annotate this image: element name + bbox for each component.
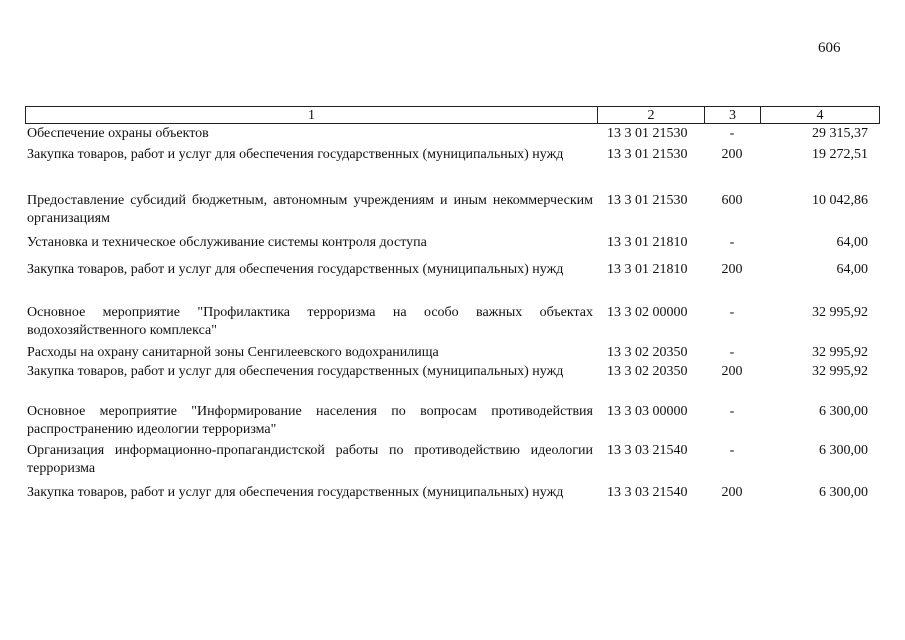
row-code: 13 3 01 21810 — [607, 262, 688, 277]
row-name: Установка и техническое обслуживание системы контроля доступа — [27, 235, 427, 250]
row-expense-type: 200 — [721, 262, 743, 277]
header-col-4: 4 — [760, 106, 880, 124]
row-amount: 32 995,92 — [812, 345, 868, 360]
row-name: Основное мероприятие "Профилактика терроризма на особо важных объектах водохозяйственного комплекса" — [27, 305, 593, 338]
row-amount: 6 300,00 — [819, 443, 868, 458]
row-expense-type: - — [729, 345, 735, 360]
row-expense-type: 200 — [721, 364, 743, 379]
row-expense-type: - — [729, 404, 735, 419]
row-name: Предоставление субсидий бюджетным, автономным учреждениям и иным некоммерческим организациям — [27, 193, 593, 226]
row-amount: 64,00 — [836, 235, 868, 250]
row-name: Организация информационно-пропагандистской работы по противодействию идеологии терроризма — [27, 443, 593, 476]
row-name: Закупка товаров, работ и услуг для обеспечения государственных (муниципальных) нужд — [27, 147, 564, 162]
row-amount: 64,00 — [836, 262, 868, 277]
row-code: 13 3 02 00000 — [607, 305, 688, 320]
header-col-3: 3 — [704, 106, 761, 124]
row-name: Закупка товаров, работ и услуг для обеспечения государственных (муниципальных) нужд — [27, 262, 564, 277]
row-amount: 29 315,37 — [812, 126, 868, 141]
row-name: Основное мероприятие "Информирование населения по вопросам противодействия распространению идеологии терроризма" — [27, 404, 593, 437]
row-expense-type: - — [729, 305, 735, 320]
row-expense-type: 200 — [721, 485, 743, 500]
row-code: 13 3 03 21540 — [607, 443, 688, 458]
row-code: 13 3 03 21540 — [607, 485, 688, 500]
row-name: Закупка товаров, работ и услуг для обеспечения государственных (муниципальных) нужд — [27, 485, 564, 500]
row-code: 13 3 01 21810 — [607, 235, 688, 250]
row-amount: 6 300,00 — [819, 404, 868, 419]
row-name: Обеспечение охраны объектов — [27, 126, 209, 141]
row-amount: 10 042,86 — [812, 193, 868, 208]
row-amount: 32 995,92 — [812, 364, 868, 379]
row-expense-type: 200 — [721, 147, 743, 162]
row-code: 13 3 01 21530 — [607, 193, 688, 208]
header-col-1: 1 — [25, 106, 598, 124]
row-code: 13 3 01 21530 — [607, 126, 688, 141]
row-name: Закупка товаров, работ и услуг для обеспечения государственных (муниципальных) нужд — [27, 364, 564, 379]
row-expense-type: 600 — [721, 193, 743, 208]
row-code: 13 3 02 20350 — [607, 345, 688, 360]
row-amount: 6 300,00 — [819, 485, 868, 500]
page-number: 606 — [818, 40, 841, 56]
row-amount: 19 272,51 — [812, 147, 868, 162]
row-amount: 32 995,92 — [812, 305, 868, 320]
row-expense-type: - — [729, 126, 735, 141]
row-code: 13 3 02 20350 — [607, 364, 688, 379]
row-code: 13 3 01 21530 — [607, 147, 688, 162]
row-expense-type: - — [729, 443, 735, 458]
row-expense-type: - — [729, 235, 735, 250]
row-code: 13 3 03 00000 — [607, 404, 688, 419]
header-col-2: 2 — [597, 106, 705, 124]
row-name: Расходы на охрану санитарной зоны Сенгилеевского водохранилища — [27, 345, 439, 360]
